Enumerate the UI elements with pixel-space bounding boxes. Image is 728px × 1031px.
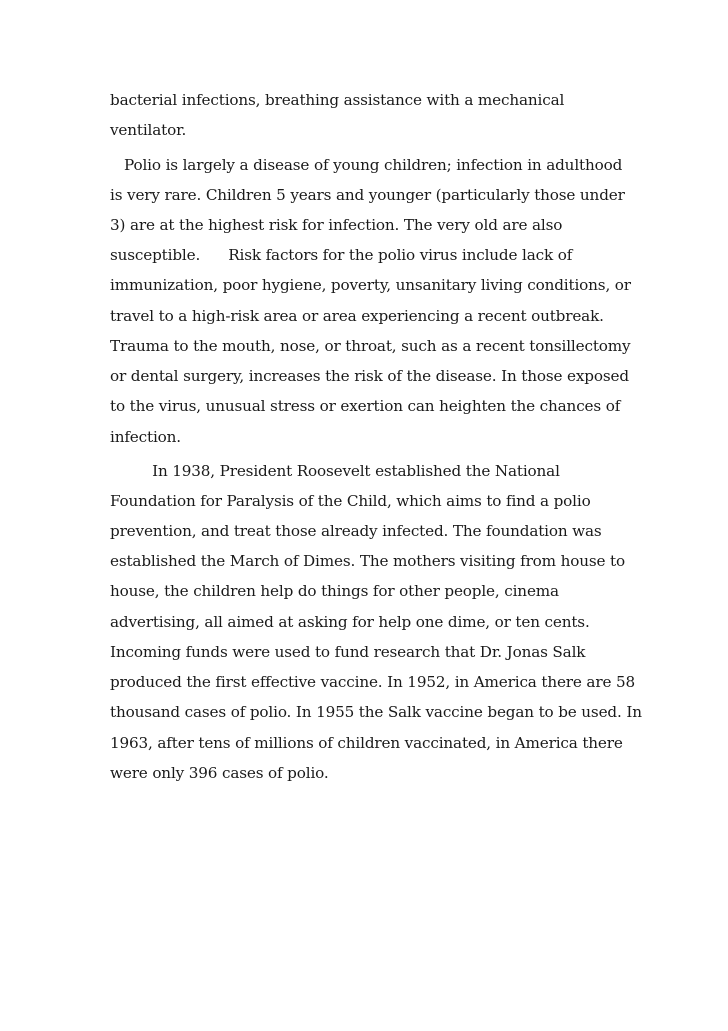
text-line: infection. <box>110 428 181 446</box>
text-line: In 1938, President Roosevelt established the National <box>110 462 560 480</box>
text-line: is very rare. Children 5 years and younger (particularly those under <box>110 186 625 204</box>
text-line: Polio is largely a disease of young children; infection in adulthood <box>110 156 623 174</box>
text-line: established the March of Dimes. The mothers visiting from house to <box>110 552 625 570</box>
text-line: ventilator. <box>110 121 187 139</box>
text-line: Incoming funds were used to fund research that Dr. Jonas Salk <box>110 643 586 661</box>
text-line: 3) are at the highest risk for infection. The very old are also <box>110 216 563 234</box>
text-line: advertising, all aimed at asking for help one dime, or ten cents. <box>110 613 590 631</box>
text-line: produced the first effective vaccine. In 1952, in America there are 58 <box>110 673 635 691</box>
text-line: Foundation for Paralysis of the Child, which aims to find a polio <box>110 492 591 510</box>
text-line: 1963, after tens of millions of children vaccinated, in America there <box>110 734 623 752</box>
text-line: prevention, and treat those already infected. The foundation was <box>110 522 602 540</box>
text-line: bacterial infections, breathing assistance with a mechanical <box>110 91 565 109</box>
text-line: Trauma to the mouth, nose, or throat, such as a recent tonsillectomy <box>110 337 631 355</box>
text-line: were only 396 cases of polio. <box>110 764 329 782</box>
text-line: or dental surgery, increases the risk of the disease. In those exposed <box>110 367 629 385</box>
text-line: travel to a high-risk area or area experiencing a recent outbreak. <box>110 307 604 325</box>
text-line: to the virus, unusual stress or exertion can heighten the chances of <box>110 397 621 415</box>
text-line: susceptible. Risk factors for the polio virus include lack of <box>110 246 573 264</box>
text-line: thousand cases of polio. In 1955 the Salk vaccine began to be used. In <box>110 703 642 721</box>
text-line: immunization, poor hygiene, poverty, unsanitary living conditions, or <box>110 276 631 294</box>
text-line: house, the children help do things for other people, cinema <box>110 582 559 600</box>
